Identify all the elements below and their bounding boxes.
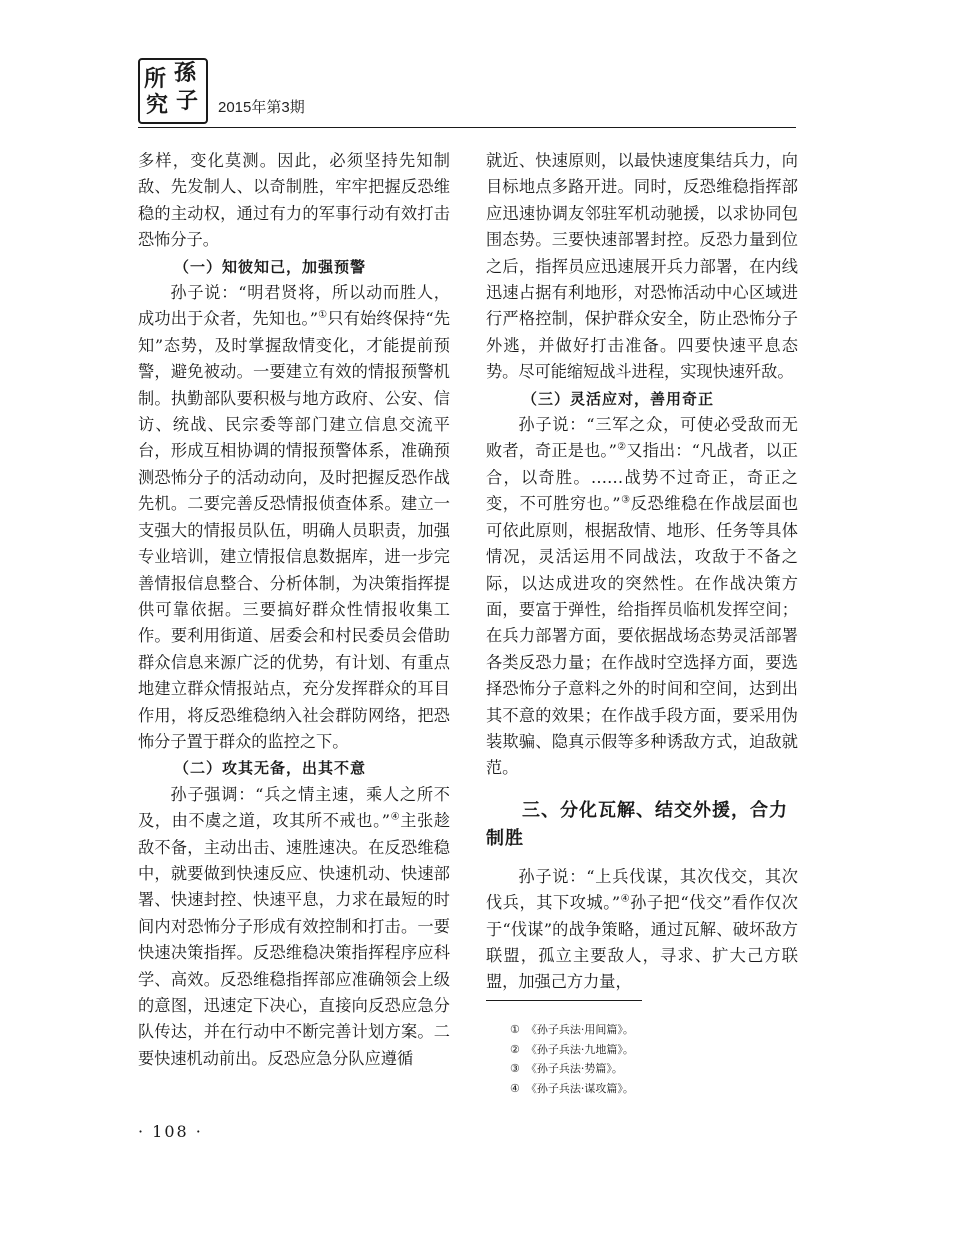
paragraph: 孙子说：“明君贤将，所以动而胜人，成功出于众者，先知也。”①只有始终保持“先知”态势，及时掌握敌情变化，才能提前预警，避免被动。一要建立有效的情报预警机制。执勤部队要积极与地方政府、公安、信访、统战、民宗委等部门建立信息交流平台，形成互相协调的情报预警体系，准确预测恐怖分子的活动动向，及时把握反恐作战先机。二要完善反恐情报侦查体系。建立一支强大的情报员队伍，明确人员职责，加强专业培训，建立情报信息数据库，进一步完善情报信息整合、分析体制，为决策指挥提供可靠依据。三要搞好群众性情报收集工作。要利用街道、居委会和村民委员会借助群众信息来源广泛的优势，有计划、有重点地建立群众情报站点，充分发挥群众的耳目作用，将反恐维稳纳入社会群防网络，把恐怖分子置于群众的监控之下。 bbox=[138, 283, 451, 751]
paragraph: 孙子强调：“兵之情主速，乘人之所不及，由不虞之道，攻其所不戒也。”④主张趁敌不备，主动出击、速胜速决。在反恐维稳中，就要做到快速反应、快速机动、快速部署、快速封控、快速平息，力求在最短的时间内对恐怖分子形成有效控制和打击。一要快速决策指挥。反恐维稳决策指挥程序应科学、高效。反恐维稳指挥部应准确领会上级的意图，迅速定下决心，直接向反恐应急分队传达，并在行动中不断完善计划方案。二要快速机动前出。反恐应急分队应遵循 bbox=[138, 784, 451, 1068]
footnote-ref: ① bbox=[318, 310, 328, 322]
paragraph: 多样，变化莫测。因此，必须坚持先知制敌、先发制人、以奇制胜，牢牢把握反恐维稳的主动权，通过有力的军事行动有效打击恐怖分子。 bbox=[138, 151, 450, 250]
footnote-ref: ③ bbox=[620, 494, 631, 506]
footnote-ref: ④ bbox=[620, 893, 631, 905]
footnote: ④ 《孙子兵法·谋攻篇》。 bbox=[510, 1081, 634, 1095]
footnotes bbox=[510, 1020, 790, 1098]
journal-logo bbox=[138, 58, 208, 124]
issue-label: 2015年第3期 bbox=[218, 99, 305, 116]
footnote-rule bbox=[486, 1000, 642, 1001]
paragraph: 孙子说：“上兵伐谋，其次伐交，其次伐兵，其下攻城。”④孙子把“伐交”看作仅次于“伐谋”的战争策略，通过瓦解、破坏敌方联盟，孤立主要敌人，寻求、扩大己方联盟，加强己方力量， bbox=[486, 866, 798, 992]
footnote-ref: ② bbox=[616, 442, 627, 454]
logo-char: 所 bbox=[144, 66, 167, 92]
footnote: ③ 《孙子兵法·势篇》。 bbox=[510, 1062, 623, 1075]
subsection-heading: （一）知彼知己，加强预警 bbox=[174, 257, 367, 276]
page-header bbox=[138, 52, 796, 128]
paragraph: 孙子说：“三军之众，可使必受敌而无败者，奇正是也。”②又指出：“凡战者，以正合，以奇胜。……战势不过奇正，奇正之变，不可胜穷也。”③反恐维稳在作战层面也可依此原则，根据敌情、地形、任务等具体情况，灵活运用不同战法，攻敌于不备之际，以达成进攻的突然性。在作战决策方面，要富于弹性，给指挥员临机发挥空间；在兵力部署方面，要依据战场态势灵活部署各类反恐力量；在作战时空选择方面，要选择恐怖分子意料之外的时间和空间，达到出其不意的效果；在作战手段方面，要采用伪装欺骗、隐真示假等多种诱敌方式，迫敌就范。 bbox=[486, 415, 799, 778]
subsection-heading: （三）灵活应对，善用奇正 bbox=[522, 389, 715, 408]
footnote-ref: ④ bbox=[390, 811, 401, 823]
subsection-heading: （二）攻其无备，出其不意 bbox=[174, 759, 367, 778]
right-column bbox=[486, 148, 798, 996]
left-column bbox=[138, 148, 450, 1072]
footnote: ① 《孙子兵法·用间篇》。 bbox=[510, 1023, 634, 1036]
section-heading: 三、分化瓦解、结交外援，合力制胜 bbox=[486, 799, 788, 848]
logo-char: 孫 bbox=[174, 60, 197, 86]
paragraph: 就近、快速原则，以最快速度集结兵力，向目标地点多路开进。同时，反恐维稳指挥部应迅速协调友邻驻军机动驰援，以求协同包围态势。三要快速部署封控。反恐力量到位之后，指挥员应迅速展开兵力部署，在内线迅速占据有利地形，对恐怖活动中心区域进行严格控制，保护群众安全，防止恐怖分子外逃，并做好打击准备。四要快速平息态势。尽可能缩短战斗进程，实现快速歼敌。 bbox=[486, 151, 798, 382]
page-number: · 108 · bbox=[138, 1122, 203, 1141]
footnote: ② 《孙子兵法·九地篇》。 bbox=[510, 1042, 634, 1056]
logo-char: 究 bbox=[146, 92, 169, 118]
header-rule bbox=[138, 127, 796, 128]
logo-char: 子 bbox=[176, 88, 199, 114]
